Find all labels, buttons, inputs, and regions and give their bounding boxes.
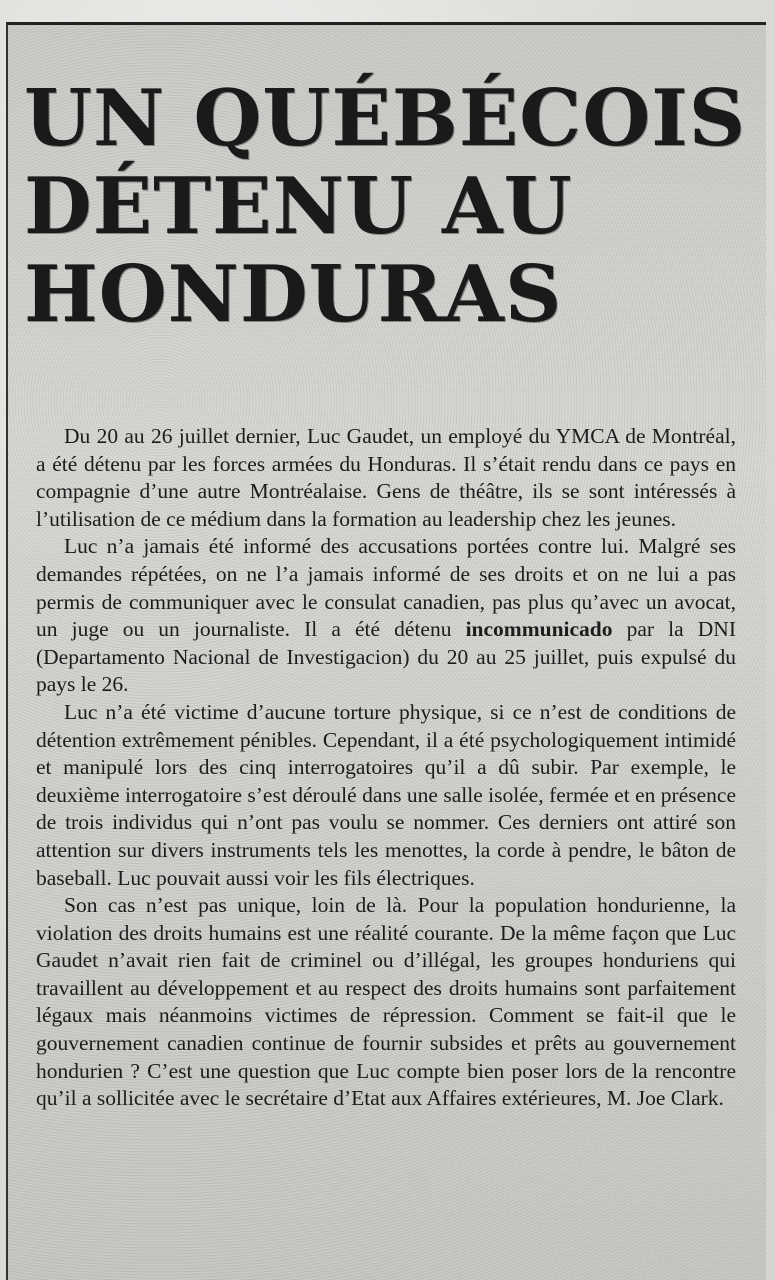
paragraph-3: Luc n’a été victime d’aucune torture physique, si ce n’est de conditions de détention extrêmement pénibles. Cependant, il a été psychologiquement intimidé et manipulé lors des cinq interrogatoires qu’il a dû subir. Par exemple, le deuxième interrogatoire s’est déroulé dans une salle isolée, fermée et en présence de trois individus qui n’ont pas voulu se nommer. Ces derniers ont attiré son attention sur divers instruments tels les menottes, la corde à pendre, le bâton de baseball. Luc pouvait aussi voir les fils électriques. — [36, 699, 736, 890]
paragraph-1: Du 20 au 26 juillet dernier, Luc Gaudet, un employé du YMCA de Montréal, a été détenu par les forces armées du Honduras. Il s’était rendu dans ce pays en compagnie d’une autre Montréalaise. Gens de théâtre, ils se sont intéressés à l’utilisation de ce médium dans la formation au leadership chez les jeunes. — [36, 424, 736, 531]
article-body — [36, 423, 736, 1113]
headline-line-3: HONDURAS — [24, 249, 563, 340]
headline-line-1: UN QUÉBÉCOIS — [24, 73, 747, 164]
paragraph-4: Son cas n’est pas unique, loin de là. Pour la population hondurienne, la violation des droits humains est une réalité courante. De la même façon que Luc Gaudet n’avait rien fait de criminel ou d’illégal, les groupes honduriens qui travaillent au développement et au respect des droits humains sont parfaitement légaux mais néanmoins victimes de répression. Comment se fait-il que le gouvernement canadien continue de fournir subsides et prêts au gouvernement hondurien ? C’est une question que Luc compte bien poser lors de la rencontre qu’il a sollicitée avec le secrétaire d’Etat aux Affaires extérieures, M. Joe Clark. — [36, 893, 736, 1111]
emphasis-incommunicado: incommunicado — [465, 617, 613, 642]
article-headline — [24, 73, 747, 340]
paragraph-2-text-after: par la DNI (Departamento Nacional de Investigacion) du 20 au 25 juillet, puis expulsé du pays le 26. — [36, 617, 736, 697]
paragraph-2-text-before: Luc n’a jamais été informé des accusations portées contre lui. Malgré ses demandes répétées, on ne l’a jamais informé de ses droits et on ne lui a pas permis de communiquer avec le consulat canadien, pas plus qu’avec un avocat, un juge ou un journaliste. Il a été détenu — [36, 534, 736, 642]
paragraph-2 — [36, 533, 736, 699]
headline-line-2: DÉTENU AU — [24, 161, 573, 252]
newspaper-clipping — [6, 22, 766, 1280]
